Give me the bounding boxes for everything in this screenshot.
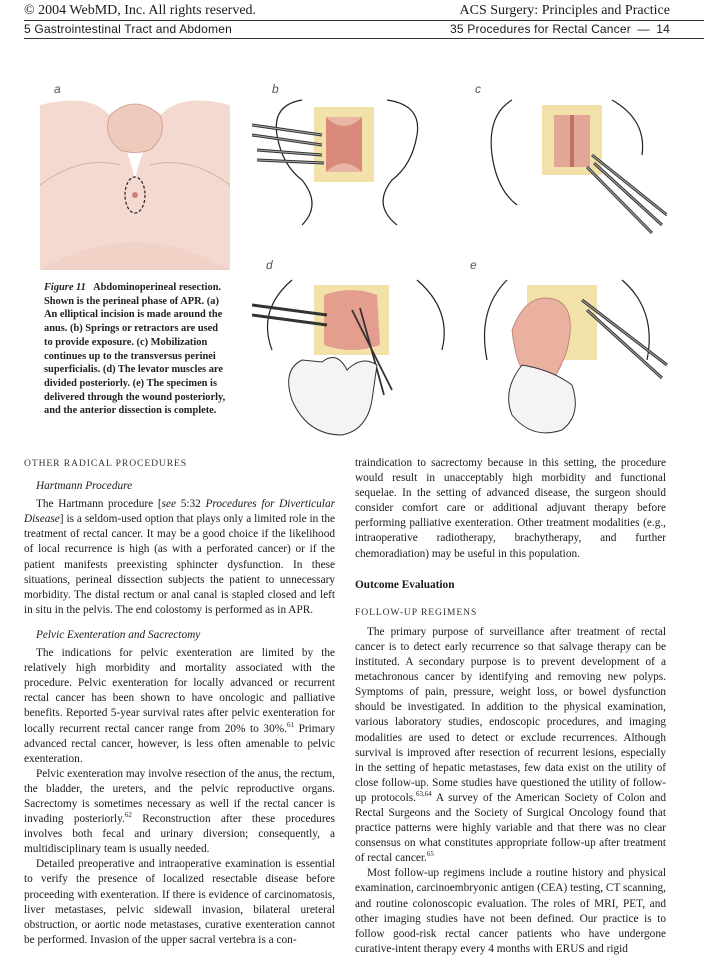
header-rule-bottom xyxy=(24,38,704,39)
header-rule-top xyxy=(24,20,704,21)
paragraph-followup-1: The primary purpose of surveillance after treatment of rectal cancer is to detect early recurrence so that salvage therapy can be instituted. A secondary purpose is to prevent development of a metachronous cancer by identifying and removing new polyps. Symptoms of pain, pressure, weight loss, or bowel dysfunction should be investigated. In addition to the physical examination, various laboratory studies, endoscopic procedures, and imaging modalities are used to detect or exclude recurrences. Although survival is improved after resection of recurrent lesions, especially in the setting of hepatic metastases, few data exist on the utility of close follow-up. Some studies have questioned the utility of follow-up protocols.$^{63,64}$ A survey of the American Society of Colon and Rectal Surgeons and the Society of Surgical Oncology found that practice patterns were highly variable and that there was no clear consensus on what constitutes appropriate follow-up after treatment of rectal cancer.$^{65}$ xyxy=(355,625,666,865)
page-number: 14 xyxy=(656,22,670,36)
panel-label-b: b xyxy=(272,82,279,96)
figure-panel-b-illustration xyxy=(252,95,457,230)
left-column xyxy=(24,456,335,948)
figure-caption-text: Abdominoperineal resection. Shown is the perineal phase of APR. (a) An elliptical incision is made around the anus. (b) Springs or retractors are used to provide exposure. (c) Mobilization continues up to the transversus perinei superficialis. (d) The levator muscles are divided posteriorly. (e) The specimen is delivered through the wound posteriorly, and the anterior dissection is complete. xyxy=(44,282,226,417)
section-title: 5 Gastrointestinal Tract and Abdomen xyxy=(24,22,232,36)
paragraph-pelvic-2: Pelvic exenteration may involve resection of the anus, the rectum, the bladder, the ureters, and the pelvic reproductive organs. Sacrectomy is sometimes necessary as well if the rectal cancer is invading posteriorly.$^{62}$ Reconstruction after these procedures involves both fecal and urinary diversion; consequently, a multidisciplinary team is usually needed. xyxy=(24,767,335,856)
paragraph-followup-2: Most follow-up regimens include a routine history and physical examination, carcinoembryonic antigen (CEA) testing, CT scanning, and routine colonoscopic evaluation. The roles of MRI, PET, and other imaging studies have not been defined. Our practice is to follow good-risk rectal cancer patients who have undergone curative-intent therapy every 4 months with ERUS and rigid xyxy=(355,867,666,955)
paragraph-hartmann: The Hartmann procedure [see 5:32 Procedures for Diverticular Disease] is a seldom-used option that plays only a limited role in the treatment of rectal cancer. It may be a good choice if the likelihood of local recurrence is high (as with a perforated cancer) or if the patient manifests preexisting sphincter dysfunction. In these situations, perineal dissection subjects the patient to unnecessary morbidity. The distal rectum or anal canal is stapled closed and left in situ in the pelvis. The end colostomy is performed as in APR. xyxy=(24,498,335,616)
panel-label-e: e xyxy=(470,258,477,272)
running-head xyxy=(450,22,670,36)
panel-label-a: a xyxy=(54,82,61,96)
paragraph-continued: traindication to sacrectomy because in this setting, the procedure would result in unacceptably high morbidity and functional sequelae. In the setting of advanced disease, the surgeon should consider comfort care or additional adjuvant therapy before performing palliative exenteration. Other treatment modalities (e.g., intraoperative radiotherapy, brachytherapy, and further chemoradiation) may be useful in this population. xyxy=(355,457,666,560)
paragraph-pelvic-1: The indications for pelvic exenteration are limited by the relatively high morbidity and mortality associated with the procedure. Pelvic exenteration for locally advanced or recurrent rectal cancer has been shown to have oncologic and palliative benefits. Reported 5-year survival rates after pelvic exenteration for locally recurrent rectal cancer range from 20% to 30%.$^{61}$ Primary advanced rectal cancer, however, is less often amenable to pelvic exenteration. xyxy=(24,647,335,765)
heading-outcome-evaluation: Outcome Evaluation xyxy=(355,578,455,591)
figure-caption xyxy=(44,281,228,418)
figure-panel-c-illustration xyxy=(482,95,667,235)
figure-caption-label: Figure 11 xyxy=(44,282,86,293)
section-heading-other-radical: OTHER RADICAL PROCEDURES xyxy=(24,458,188,469)
book-title: ACS Surgery: Principles and Practice xyxy=(459,3,670,18)
panel-label-c: c xyxy=(475,82,481,96)
figure-panel-d-illustration xyxy=(252,270,457,445)
subheading-pelvic-exenteration: Pelvic Exenteration and Sacrectomy xyxy=(36,628,201,641)
page-dash: — xyxy=(637,22,650,36)
chapter-title: 35 Procedures for Rectal Cancer xyxy=(450,22,631,36)
figure-panel-a-illustration xyxy=(40,95,230,270)
subheading-hartmann: Hartmann Procedure xyxy=(36,480,133,493)
heading-follow-up-regimens: FOLLOW-UP REGIMENS xyxy=(355,606,478,618)
panel-label-d: d xyxy=(266,258,273,272)
paragraph-pelvic-3: Detailed preoperative and intraoperative examination is essential to verify the presence of localized resectable disease before proceeding with exenteration. If there is evidence of carcinomatosis, liver metastases, pelvic sidewall invasion, bilateral ureteral obstruction, or aortic node metastases, curative exenteration cannot be performed. Invasion of the upper sacral vertebra is a con- xyxy=(24,858,335,946)
figure-panel-e-illustration xyxy=(472,270,672,445)
right-column xyxy=(355,456,666,957)
copyright-line: © 2004 WebMD, Inc. All rights reserved. xyxy=(24,3,257,18)
